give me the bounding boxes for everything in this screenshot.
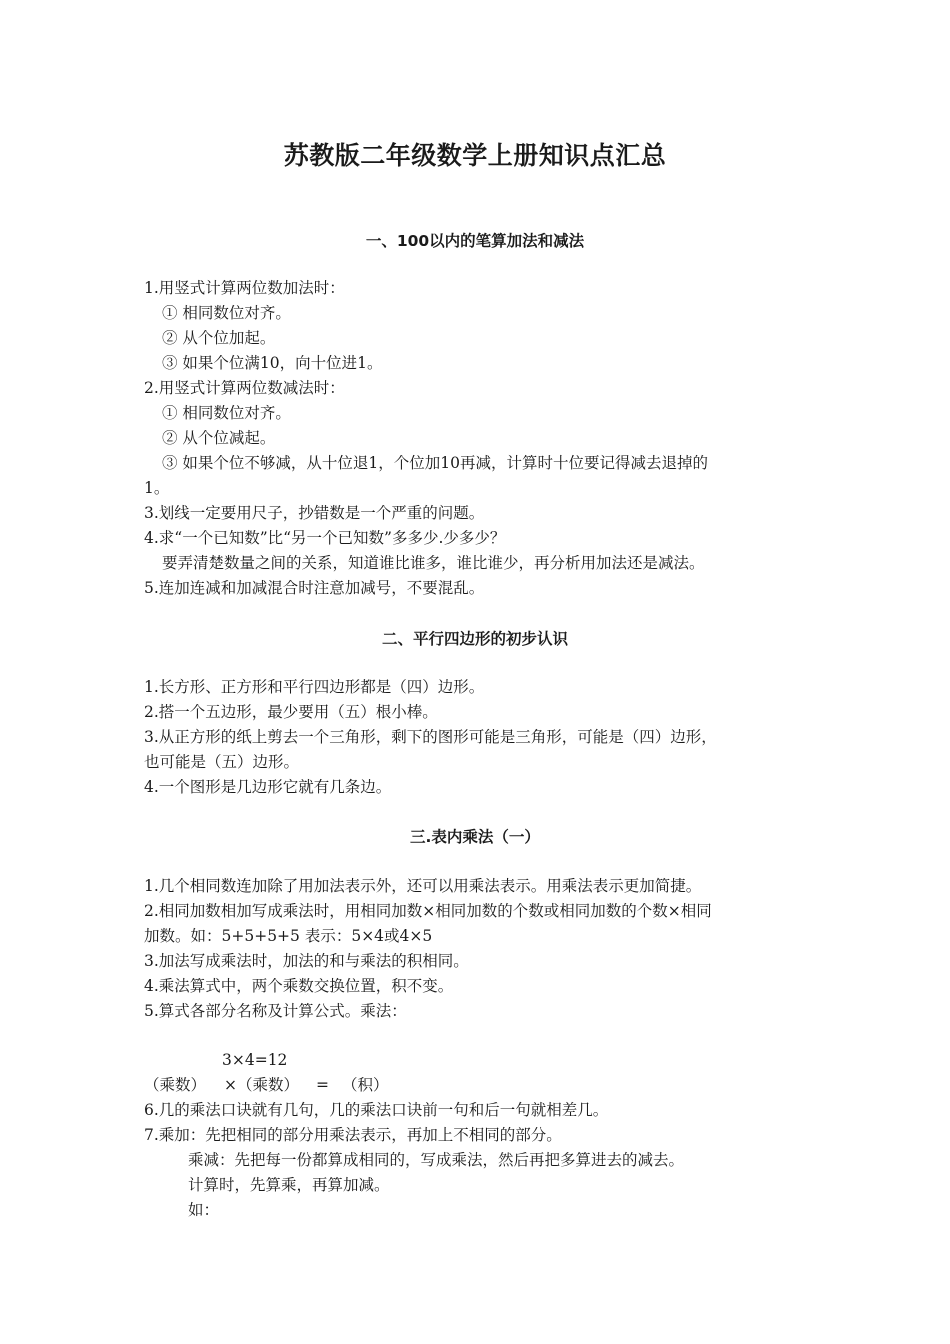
text-line: 1。 xyxy=(144,479,170,497)
text-line: 1.长方形、正方形和平行四边形都是（四）边形。 xyxy=(144,678,485,696)
text-line: 4.一个图形是几边形它就有几条边。 xyxy=(144,778,392,796)
text-line: 2.搭一个五边形，最少要用（五）根小棒。 xyxy=(144,703,438,721)
formula-part-factor2: ×（乘数） xyxy=(224,1076,299,1094)
text-line: 4.乘法算式中，两个乘数交换位置，积不变。 xyxy=(144,977,454,995)
text-line: 如： xyxy=(188,1201,220,1219)
section-heading-2: 二、平行四边形的初步认识 xyxy=(381,630,568,648)
section-heading-3: 三.表内乘法（一） xyxy=(410,828,540,846)
text-line: 5.连加连减和加减混合时注意加减号，不要混乱。 xyxy=(144,579,485,597)
text-line: 1.几个相同数连加除了用加法表示外，还可以用乘法表示。用乘法表示更加简捷。 xyxy=(144,877,702,895)
text-line: 3.划线一定要用尺子，抄错数是一个严重的问题。 xyxy=(144,504,485,522)
section-heading-1: 一、100以内的笔算加法和减法 xyxy=(365,232,585,250)
page-title: 苏教版二年级数学上册知识点汇总 xyxy=(283,141,667,170)
text-line: 3.加法写成乘法时，加法的和与乘法的积相同。 xyxy=(144,952,469,970)
text-line: ② 从个位减起。 xyxy=(162,429,276,447)
formula-part-equals: = xyxy=(316,1076,329,1094)
text-line: 2.用竖式计算两位数减法时： xyxy=(144,379,345,397)
text-line: 1.用竖式计算两位数加法时： xyxy=(144,279,345,297)
text-line: 7.乘加：先把相同的部分用乘法表示，再加上不相同的部分。 xyxy=(144,1126,562,1144)
text-line: ③ 如果个位不够减，从十位退1，个位加10再减，计算时十位要记得减去退掉的 xyxy=(162,454,709,472)
text-line: 乘减：先把每一份都算成相同的，写成乘法，然后再把多算进去的减去。 xyxy=(188,1151,685,1169)
text-line: 加数。如：5+5+5+5 表示：5×4或4×5 xyxy=(144,927,433,945)
text-line: 5.算式各部分名称及计算公式。乘法： xyxy=(144,1002,407,1020)
text-line: ① 相同数位对齐。 xyxy=(162,404,291,422)
formula-part-product: （积） xyxy=(342,1076,389,1094)
text-line: ① 相同数位对齐。 xyxy=(162,304,291,322)
text-line: 计算时，先算乘，再算加减。 xyxy=(188,1176,390,1194)
text-line: 3.从正方形的纸上剪去一个三角形，剩下的图形可能是三角形，可能是（四）边形， xyxy=(144,728,717,746)
text-line: 要弄清楚数量之间的关系，知道谁比谁多，谁比谁少，再分析用加法还是减法。 xyxy=(162,554,705,572)
formula-part-factor1: （乘数） xyxy=(144,1076,207,1094)
formula-parts xyxy=(144,1075,389,1095)
text-line: ③ 如果个位满10，向十位进1。 xyxy=(162,354,383,372)
text-line: 2.相同加数相加写成乘法时，用相同加数×相同加数的个数或相同加数的个数×相同 xyxy=(144,902,712,920)
formula-example: 3×4=12 xyxy=(222,1051,288,1069)
text-line: 也可能是（五）边形。 xyxy=(144,753,300,771)
text-line: ② 从个位加起。 xyxy=(162,329,276,347)
text-line: 6.几的乘法口诀就有几句，几的乘法口诀前一句和后一句就相差几。 xyxy=(144,1101,609,1119)
text-line: 4.求“一个已知数”比“另一个已知数”多多少.少多少？ xyxy=(144,529,506,547)
